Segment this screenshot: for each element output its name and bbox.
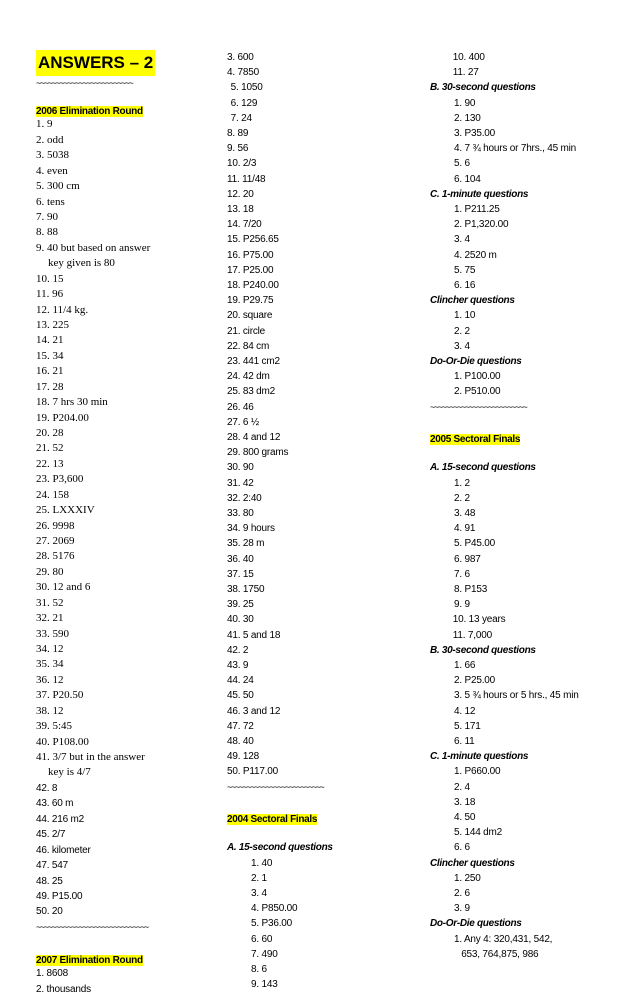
answer-line: 45. 50 [227,690,254,702]
answer-line: 40. P108.00 [36,735,89,748]
answer-line: 20. 28 [36,427,64,440]
answer-line: 45. 2/7 [36,829,66,841]
answer-line: 50. 20 [36,906,63,918]
answer-line: 11. 96 [36,288,64,301]
answer-line: 1. 90 [454,97,476,109]
answer-line: 6. 129 [230,97,258,109]
answer-line: 1. 10 [454,310,476,322]
subsection-heading: B. 30-second questions [430,82,536,94]
answer-line: 17. P25.00 [227,264,274,276]
answer-line: 29. 80 [36,565,64,578]
answer-line: 31. 42 [227,477,254,489]
answer-line: 7. 490 [251,948,278,960]
answer-line: 42. 8 [36,782,58,794]
answer-line: 15. P256.65 [227,234,279,246]
answer-line: 2. P510.00 [454,386,501,398]
section-heading: 2006 Elimination Round [36,106,143,117]
answer-line: 24. 158 [36,488,69,501]
answer-line: 2. P1,320.00 [454,219,509,231]
answer-line: 21. circle [227,325,266,337]
answer-line: 15. 34 [36,349,64,362]
answer-line: 2. odd [36,133,64,146]
answer-line: 46. 3 and 12 [227,705,281,717]
answer-line: 16. 21 [36,365,64,378]
subsection-heading: Clincher questions [430,295,515,307]
answer-line: 1. 9 [36,118,53,131]
answer-line: 41. 5 and 18 [227,629,281,641]
answer-line: 2. 2 [454,492,470,504]
answer-line: 26. 46 [227,401,254,413]
subsection-heading: Do-Or-Die questions [430,918,522,930]
answer-line: 3. 4 [251,888,267,899]
title-divider: ~~~~~~~~~~~~~~~~~~~~~~~~~ [36,78,133,88]
answer-line: 11. 7,000 [452,629,492,641]
answer-line: 7. 90 [36,211,58,223]
answer-line: 35. 34 [36,658,64,671]
answer-line: 1. P100.00 [454,371,501,383]
answer-line: 25. LXXXIV [36,504,95,517]
answer-line: 3. 9 [454,903,470,915]
divider: ~~~~~~~~~~~~~~~~~~~~~~~~~ [430,401,527,412]
answer-line: 10. 400 [452,52,485,63]
answer-line: 3. 4 [454,340,470,352]
answer-line: 4. 12 [454,705,476,717]
answer-line: 9. 56 [227,143,249,155]
answer-line: 2. P25.00 [454,675,496,687]
answer-line: 5. 1050 [230,82,263,94]
section-heading: 2004 Sectoral Finals [227,814,318,825]
answer-line: 39. 25 [227,599,254,611]
answer-line: 50. P117.00 [227,766,278,778]
answer-line: 41. 3/7 but in the answer [36,751,145,764]
answer-line: 24. 42 dm [227,371,270,383]
answer-line: 42. 2 [227,644,249,656]
answer-line: 6. 60 [251,933,273,945]
answer-line: 23. P3,600 [36,473,84,486]
answer-line: 8. 6 [251,964,267,975]
answer-line: 40. 30 [227,614,254,626]
answer-line: 6. 11 [454,736,475,747]
answer-line: 3. P35.00 [454,128,496,139]
answer-line: 4. 50 [454,812,476,823]
answer-line: 44. 216 m2 [36,813,85,825]
answer-line: 4. 7850 [227,67,259,79]
answer-line: 10. 2/3 [227,158,257,170]
answer-line: 19. P204.00 [36,411,89,424]
answer-line: 2. 4 [454,781,470,793]
answer-line: 21. 52 [36,442,64,455]
answer-line: 1. Any 4: 320,431, 542, [454,933,553,945]
answer-line: 31. 52 [36,596,64,609]
answer-line: key is 4/7 [48,766,91,779]
answer-line: 1. 2 [454,477,470,489]
answer-line: 18. 7 hrs 30 min [36,396,108,409]
answer-line: 13. 225 [36,319,69,332]
answer-line: 19. P29.75 [227,295,274,307]
answer-line: 32. 21 [36,612,64,625]
answer-line: 27. 2069 [36,535,75,548]
answer-line: 2. 130 [454,112,481,124]
answer-line: 23. 441 cm2 [227,356,280,367]
answer-line: 48. 25 [36,875,63,887]
answer-line: 34. 9 hours [227,523,275,535]
answer-line: 3. 5 ¾ hours or 5 hrs., 45 min [454,690,579,702]
answer-line: 35. 28 m [227,538,265,550]
answer-line: 2. thousands [36,983,91,995]
answer-line: 8. 89 [227,128,249,139]
answer-line: 38. 12 [36,704,64,717]
subsection-heading: Do-Or-Die questions [430,356,522,367]
answer-line: 5. 6 [454,158,470,170]
answer-line: 30. 90 [227,462,254,474]
answer-line: 10. 13 years [452,614,506,626]
answer-line: 5. 300 cm [36,180,80,193]
answer-line: 12. 11/4 kg. [36,303,89,316]
answer-line: 2. 2 [454,325,470,337]
subsection-heading: Clincher questions [430,857,515,869]
answer-line: 27. 6 ½ [227,416,259,428]
answer-line: 5. P36.00 [251,918,293,930]
answer-line: key given is 80 [48,257,115,270]
answer-line: 18. P240.00 [227,280,279,291]
subsection-heading: C. 1-minute questions [430,188,529,200]
answer-line: 6. tens [36,195,65,208]
answer-line: 29. 800 grams [227,447,289,459]
answer-line: 1. 66 [454,660,476,671]
answer-line: 16. P75.00 [227,249,274,261]
answer-line: 39. 5:45 [36,720,73,733]
answer-line: 9. 9 [454,599,470,611]
answer-line: 1. 250 [454,872,481,884]
answer-line: 43. 60 m [36,798,74,810]
answer-line: 653, 764,875, 986 [461,948,539,960]
answer-line: 32. 2:40 [227,492,262,504]
answer-line: 12. 20 [227,188,254,200]
answer-line: 47. 547 [36,860,68,872]
divider: ~~~~~~~~~~~~~~~~~~~~~~~~~~~~~ [36,921,148,932]
answer-line: 49. 128 [227,751,259,763]
answer-line: 6. 987 [454,553,481,565]
answer-line: 7. 24 [230,112,252,124]
answer-line: 8. P153 [454,584,488,595]
answer-line: 46. kilometer [36,844,91,856]
answer-line: 4. even [36,164,68,177]
answer-line: 30. 12 and 6 [36,581,91,594]
answer-line: 36. 12 [36,673,64,686]
answer-line: 28. 5176 [36,550,75,563]
answer-line: 37. P20.50 [36,689,84,702]
section-heading-line [227,810,317,827]
answer-line: 43. 9 [227,660,249,671]
answer-line: 17. 28 [36,380,64,393]
section-heading-line [36,951,143,968]
subsection-heading: A. 15-second questions [430,462,536,474]
answer-line: 47. 72 [227,720,254,732]
section-heading: 2005 Sectoral Finals [430,434,521,445]
subsection-heading: C. 1-minute questions [430,751,529,763]
page-title: ANSWERS – 2 [36,50,155,76]
answer-line: 3. 4 [454,234,470,246]
answer-line: 3. 600 [227,52,254,63]
answer-line: 11. 27 [452,67,479,79]
answer-line: 22. 84 cm [227,340,270,352]
answer-line: 6. 104 [454,173,481,185]
answer-line: 5. P45.00 [454,538,496,550]
answer-line: 3. 18 [454,796,476,808]
answer-line: 25. 83 dm2 [227,386,276,398]
subsection-heading: A. 15-second questions [227,842,333,854]
answer-line: 4. 7 ¾ hours or 7hrs., 45 min [454,143,577,155]
answer-line: 13. 18 [227,204,254,215]
answer-line: 9. 40 but based on answer [36,241,151,254]
answer-line: 10. 15 [36,272,64,285]
answer-line: 4. 2520 m [454,249,497,261]
answer-line: 6. 16 [454,280,476,291]
answer-line: 14. 7/20 [227,219,262,231]
answer-line: 37. 15 [227,568,254,580]
answer-line: 1. P211.25 [454,204,500,215]
answer-line: 5. 75 [454,264,476,276]
answer-line: 5. 171 [454,720,481,732]
answer-line: 11. 11/48 [227,173,266,185]
answer-line: 14. 21 [36,334,64,347]
answer-line: 4. 91 [454,523,476,535]
answer-line: 38. 1750 [227,584,265,595]
answer-line: 36. 40 [227,553,254,565]
answer-line: 2. 6 [454,888,470,899]
answer-line: 33. 80 [227,508,254,519]
answer-line: 44. 24 [227,675,254,687]
section-heading-line [430,430,520,447]
answer-line: 48. 40 [227,736,254,747]
answer-line: 22. 13 [36,457,64,470]
answer-line: 6. 6 [454,842,470,854]
answer-line: 49. P15.00 [36,890,83,902]
answer-line: 33. 590 [36,627,69,640]
answer-line: 4. P850.00 [251,903,298,915]
answer-line: 1. 40 [251,857,273,869]
answer-line: 3. 48 [454,508,476,519]
answer-line: 28. 4 and 12 [227,432,281,443]
answer-line: 1. P660.00 [454,766,501,778]
subsection-heading: B. 30-second questions [430,644,536,656]
answer-line: 1. 8608 [36,968,68,980]
answer-line: 26. 9998 [36,519,75,532]
answer-line: 8. 88 [36,226,58,239]
answer-line: 9. 143 [251,979,278,991]
answer-line: 7. 6 [454,568,470,580]
answer-line: 20. square [227,310,273,322]
divider: ~~~~~~~~~~~~~~~~~~~~~~~~~ [227,781,324,792]
answer-line: 34. 12 [36,643,64,656]
answer-line: 2. 1 [251,872,267,884]
answer-line: 3. 5038 [36,149,69,162]
answer-line: 5. 144 dm2 [454,827,503,839]
section-heading: 2007 Elimination Round [36,954,143,966]
